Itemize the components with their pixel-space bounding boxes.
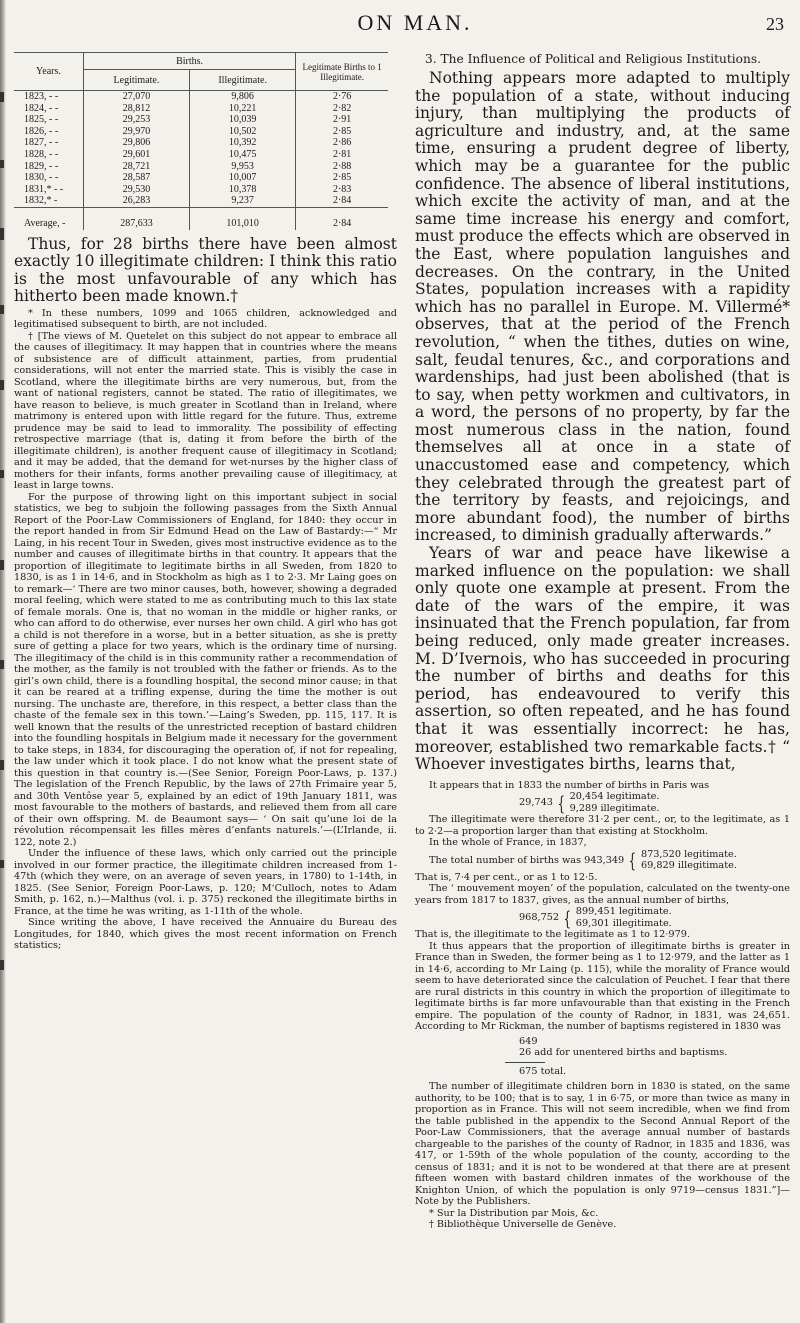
table-row — [14, 137, 388, 149]
average-total: 968,752 — [519, 912, 560, 923]
table-row — [14, 126, 388, 138]
book-binding — [0, 0, 6, 1323]
total-value: 675 total. — [519, 1065, 567, 1077]
sum-rule — [505, 1062, 545, 1063]
footnote-continuation: Under the influence of these laws, which only carried out the principle involved in our former practice, the illegitimate children increased from 1-47th (which they were, on an average of seven years, in 1780) to 1-14th, in 1825. (See Senior, Foreign Poor-Laws, p. 120; M‘Culloch, notes to Adam Smith, p. 162, n.)—Malthus (vol. i. p. 375) reckoned the illegitimate births in France, at the time he was writing, as 1-11th of the whole. — [14, 848, 397, 917]
row-illegit: 10,475 — [190, 149, 296, 161]
row-legit: 29,253 — [83, 114, 189, 126]
row-ratio: 2·83 — [332, 183, 352, 195]
france-intro: In the whole of France, in 1837, — [429, 837, 587, 849]
section-heading: 3. The Influence of Political and Religious Institutions. — [425, 52, 761, 66]
row-illegit: 10,221 — [190, 103, 296, 115]
row-year: 1827, - - — [14, 137, 83, 149]
row-ratio: 2·91 — [332, 114, 352, 126]
row-legit: 28,587 — [83, 172, 189, 184]
unentered-value: 26 add for unentered births and baptisms. — [519, 1047, 728, 1059]
row-ratio: 2·84 — [332, 195, 352, 207]
paris-intro: It appears that in 1833 the number of births in Paris was — [429, 779, 710, 791]
row-ratio: 2·88 — [332, 160, 352, 172]
row-legit: 29,530 — [83, 184, 189, 196]
table-row — [14, 103, 388, 115]
row-illegit: 10,502 — [190, 126, 296, 138]
row-legit: 26,283 — [83, 195, 189, 207]
row-illegit: 10,378 — [190, 184, 296, 196]
avg-label: Average, - — [14, 207, 83, 229]
left-column — [14, 52, 397, 952]
running-head: ON MAN. — [357, 10, 473, 35]
row-ratio: 2·86 — [332, 137, 352, 149]
table-row — [14, 195, 388, 207]
mouvement-intro: The ‘ mouvement moyen’ of the population, calculated on the twenty-one years from 1817 to 1837, gives, as the annual number of births, — [415, 883, 790, 906]
row-illegit: 10,392 — [190, 137, 296, 149]
paris-figures — [415, 791, 790, 814]
france-illegit: 69,829 illegitimate. — [640, 860, 737, 872]
footnote-quotation: For the purpose of throwing light on this important subject in social statistics, we beg to subjoin the following passages from the Sixth Annual Report of the Poor-Law Commissioners of England, for 1840: they occur in the report handed in from Sir Edmund Head on the Law of Bastardy:—“ Mr Laing, in his recent Tour in Sweden, gives most instructive evidence as to the number and causes of illegitimate births in that country. It appears that the proportion of illegitimate to legitimate births in all Sweden, from 1820 to 1830, is as 1 in 14·6, and in Stockholm as high as 1 to 2·3. Mr Laing goes on to remark—‘ There are two minor causes, both, however, showing a degraded moral feeling, which were stated to me as contributing much to this lax state of female morals. One is, that no woman in the middle or higher ranks, or who can afford to do otherwise, ever nurses her own child. A girl who has got a child is not therefore in a worse, but in a better situation, as she is pretty sure of getting a place for two years, which is the ordinary time of nursing. The illegitimacy of the child is in this community rather a recommendation of the mother, as the family is not troubled with the father or friends. As to the girl’s own child, there is a foundling hospital, the second minor cause; in that it can be reared at a trifling expense, during the time the mother is out nursing. The unchaste are, therefore, in this respect, a better class than the chaste of the female sex in this town.’—Laing’s Sweden, pp. 115, 117. It is well known that the results of the unrestricted reception of bastard children into the foundling hospitals in Belgium made it necessary for the government to take steps, in 1834, for discouraging the operation of, if not for repealing, the law under which it took place. I do not know what the present state of this question in that country is.—(See Senior, Foreign Poor-Laws, p. 137.) The legislation of the French Republic, by the laws of 27th Frimaire year 5, and 30th Ventôse year 5, explained by an edict of 19th January 1811, was most favourable to the mothers of bastards, and relieved them from all care of their own offspring. M. de Beaumont says— ‘ On sait qu’une loi de la révolution récompensait les filles mères d’enfants naturels.’—(L’Irlande, ii. 122, note 2.) — [14, 491, 397, 848]
col-ratio-header: Legitimate Births to 1 Illegitimate. — [296, 53, 388, 91]
right-paragraph-2: Years of war and peace have likewise a marked influence on the population: we shall only quote one example at present. From the date of the wars of the empire, it was insinuated that the French population, far from being reduced, only made greater increases. M. D’Ivernois, who has succeeded in procuring the number of births and deaths for this period, has endeavoured to verify this assertion, so often repeated, and he has found that it was essentially incorrect: he has, moreover, established two remarkable facts.† “ Whoever investigates births, learns that, — [415, 544, 790, 774]
paris-total: 29,743 — [519, 797, 553, 808]
footnote-villerme: * Sur la Distribution par Mois, &c. — [429, 1207, 599, 1219]
footnote-dagger: † [The views of M. Quetelet on this subject do not appear to embrace all the causes of illegitimacy. It may happen that in countries where the means of subsistence are of difficult attainment, parties, from prudential considerations, will not enter the married state. This is visibly the case in Scotland, where the illegitimate births are very numerous, but, from the want of national registers, cannot be stated. The ratio of illegitimates, we have reason to believe, is much greater in Scotland than in Ireland, where matrimony is entered upon with little regard for the future. Thus, extreme prudence may be said to lead to immorality. The possibility of effecting retrospective marriage (that is, dating it from before the birth of the illegitimate children), is another frequent cause of illegitimacy in Scotland; and it may be added, that the demand for wet-nurses by the higher class of mothers for their infants, forms another prevailing cause of illegitimacy, at least in large towns. — [14, 330, 397, 492]
france-legit: 873,520 legitimate. — [640, 848, 737, 860]
right-column — [415, 52, 790, 1231]
row-legit: 29,806 — [83, 137, 189, 149]
row-year: 1830, - - — [14, 172, 83, 184]
average-figures — [415, 906, 790, 929]
table-row — [14, 161, 388, 173]
row-ratio: 2·82 — [332, 102, 352, 114]
row-ratio: 2·76 — [332, 91, 352, 102]
table-row-average — [14, 207, 388, 229]
row-illegit: 9,953 — [190, 161, 296, 173]
row-legit: 28,721 — [83, 161, 189, 173]
col-births-header: Births. — [83, 53, 295, 70]
footnote-annuaire: Since writing the above, I have received the Annuaire du Bureau des Longitudes, for 1840, which gives the most recent information on French statistics; — [14, 917, 397, 952]
row-ratio: 2·85 — [332, 125, 352, 137]
col-illegit-header: Illegitimate. — [190, 70, 296, 91]
table-row — [14, 184, 388, 196]
france-figures — [415, 849, 790, 872]
row-ratio: 2·81 — [332, 148, 352, 160]
row-illegit: 9,806 — [190, 91, 296, 103]
france-total: 943,349 — [584, 854, 625, 866]
radnor-paragraph: The number of illegitimate children born in 1830 is stated, on the same authority, to be 100; that is to say, 1 in 6·75, or more than twice as many in proportion as in France. This will not seem incredible, when we find from the table published in the appendix to the Second Annual Report of the Poor-Law Commissioners, that the average annual number of bastards chargeable to the parishes of the county of Radnor, in 1835 and 1836, was 417, or 1-59th of the whole population of the county, according to the census of 1831; and it is not to be wondered at that there are at present fifteen women with bastard children inmates of the workhouse of the Knighton Union, of which the population is only 9719—census 1831.”]—Note by the Publishers. — [415, 1081, 790, 1208]
footnote-bibliotheque: † Bibliothèque Universelle de Genève. — [429, 1219, 617, 1231]
paris-legit: 20,454 legitimate. — [569, 791, 660, 803]
row-legit: 28,812 — [83, 103, 189, 115]
row-illegit: 10,039 — [190, 114, 296, 126]
row-year: 1824, - - — [14, 103, 83, 115]
col-years-header: Years. — [14, 53, 83, 91]
paris-illegit: 9,289 illegitimate. — [569, 802, 660, 814]
france-total-label: The total number of births was — [429, 854, 582, 866]
statistics-block — [415, 780, 790, 1231]
table-row — [14, 91, 388, 103]
row-year: 1831,* - - — [14, 184, 83, 196]
france-conclusion: That is, 7·4 per cent., or as 1 to 12·5. — [415, 871, 598, 883]
avg-ratio: 2·84 — [296, 207, 388, 229]
brace-icon: { — [563, 905, 572, 930]
row-ratio: 2·85 — [332, 172, 352, 184]
births-table-body — [14, 91, 388, 208]
row-year: 1829, - - — [14, 161, 83, 173]
col-legit-header: Legitimate. — [83, 70, 189, 91]
row-year: 1826, - - — [14, 126, 83, 138]
right-paragraph-1: Nothing appears more adapted to multiply the population of a state, without inducing injury, than multiplying the products of agriculture and industry, and, at the same time, ensuring a prudent degree of liberty, which may be a guarantee for the public confidence. The absence of liberal institutions, which excite the activity of man, and at the same time increase his energy and comfort, must produce the effects which are observed in the East, where population languishes and decreases. On the contrary, in the United States, population increases with a rapidity which has no parallel in Europe. M. Villermé* observes, that at the period of the French revolution, “ when the tithes, duties on wine, salt, feudal tenures, &c., and corporations and wardenships, had just been abolished (that is to say, when petty workmen and cultivators, in a word, the persons of no property, by far the most numerous class in the nation, found themselves all at once in a state of unaccustomed ease and competency, which they celebrated through the greatest part of the territory by feasts, and rejoicings, and more abundant food), the number of births increased, to diminish gradually afterwards.” — [415, 69, 790, 545]
paris-conclusion: The illegitimate were therefore 31·2 per cent., or, to the legitimate, as 1 to 2·2—a proportion larger than that existing at Stockholm. — [415, 814, 790, 837]
row-illegit: 10,007 — [190, 172, 296, 184]
table-row — [14, 149, 388, 161]
baptisms-value: 649 — [519, 1035, 538, 1047]
row-year: 1828, - - — [14, 149, 83, 161]
average-illegit: 69,301 illegitimate. — [575, 917, 672, 929]
comparison-paragraph: It thus appears that the proportion of illegitimate births is greater in France than in Sweden, the former being as 1 to 12·979, and the latter as 1 in 14·6, according to Mr Laing (p. 115), while the morality of France would seem to have deteriorated since the calculation of Peuchet. I fear that there are rural districts in this country in which the proportion of illegitimate to legitimate births is far more unfavourable than that existing in the French empire. The population of the county of Radnor, in 1831, was 24,651. According to Mr Rickman, the number of baptisms registered in 1830 was — [415, 940, 790, 1033]
births-table — [14, 52, 388, 230]
row-legit: 27,070 — [83, 91, 189, 103]
row-legit: 29,970 — [83, 126, 189, 138]
avg-illegit: 101,010 — [190, 207, 296, 229]
row-year: 1825, - - — [14, 114, 83, 126]
footnote-star: * In these numbers, 1099 and 1065 children, acknowledged and legitimatised subsequent to birth, are not included. — [14, 307, 397, 331]
left-paragraph: Thus, for 28 births there have been almost exactly 10 illegitimate children: I think this ratio is the most unfavourable of any which has hitherto been made known.† — [14, 234, 397, 306]
avg-legit: 287,633 — [83, 207, 189, 229]
average-conclusion: That is, the illegitimate to the legitimate as 1 to 12·979. — [415, 929, 690, 941]
page-number: 23 — [766, 14, 784, 34]
table-row — [14, 114, 388, 126]
brace-icon: { — [557, 790, 566, 815]
row-year: 1832,* - — [14, 195, 83, 207]
row-year: 1823, - - — [14, 91, 83, 103]
table-row — [14, 172, 388, 184]
average-legit: 899,451 legitimate. — [575, 906, 672, 918]
row-illegit: 9,237 — [190, 195, 296, 207]
row-legit: 29,601 — [83, 149, 189, 161]
brace-icon: { — [628, 848, 637, 873]
